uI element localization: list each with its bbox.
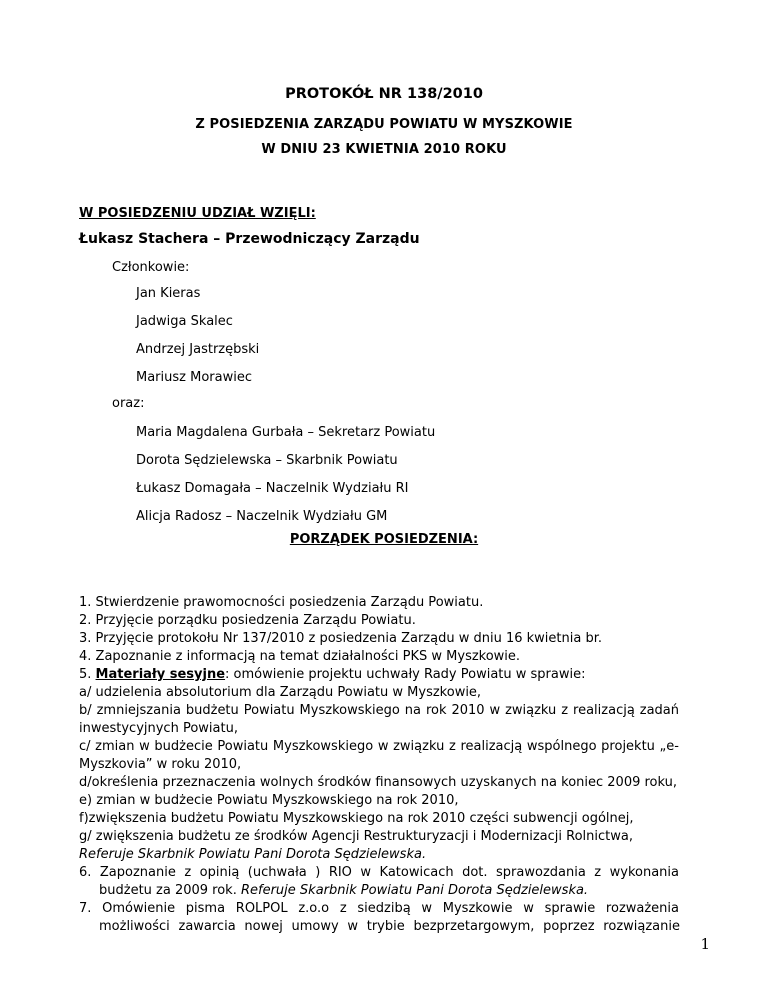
other-attendee: Alicja Radosz – Naczelnik Wydziału GM — [136, 509, 388, 524]
agenda-heading: PORZĄDEK POSIEDZENIA: — [289, 532, 479, 547]
agenda-subitem-c-cont: Myszkovia” w roku 2010, — [79, 757, 242, 772]
agenda-subitem-b-cont: inwestycyjnych Powiatu, — [79, 721, 238, 736]
protocol-subtitle-meeting: Z POSIEDZENIA ZARZĄDU POWIATU W MYSZKOWIE — [195, 117, 573, 132]
board-chair: Łukasz Stachera – Przewodniczący Zarządu — [79, 231, 420, 247]
agenda-item-6: 6. Zapoznanie z opinią (uchwała ) RIO w Katowicach dot. sprawozdania z wykonania — [79, 865, 679, 880]
agenda-subitem-f: f)zwiększenia budżetu Powiatu Myszkowskiego na rok 2010 części subwencji ogólnej, — [79, 811, 634, 826]
other-attendee: Maria Magdalena Gurbała – Sekretarz Powiatu — [136, 425, 436, 440]
member-name: Andrzej Jastrzębski — [136, 342, 260, 357]
agenda-item-7: 7. Omówienie pisma ROLPOL z.o.o z siedzibą w Myszkowie w sprawie rozważenia — [79, 901, 679, 916]
agenda-subitem-g: g/ zwiększenia budżetu ze środków Agencji Restrukturyzacji i Modernizacji Rolnictwa, — [79, 829, 633, 844]
agenda-item-7-cont: możliwości zawarcia nowej umowy w trybie bezprzetargowym, poprzez rozwiązanie — [99, 919, 680, 934]
attendance-heading: W POSIEDZENIU UDZIAŁ WZIĘLI: — [79, 206, 316, 221]
agenda-item-6-text: budżetu za 2009 rok. — [99, 883, 241, 898]
agenda-subitem-d: d/określenia przeznaczenia wolnych środków finansowych uzyskanych na koniec 2009 roku, — [79, 775, 678, 790]
agenda-item-2: 2. Przyjęcie porządku posiedzenia Zarządu Powiatu. — [79, 613, 416, 628]
page-number: 1 — [700, 935, 710, 953]
member-name: Mariusz Morawiec — [136, 370, 252, 385]
agenda-referee-note: Referuje Skarbnik Powiatu Pani Dorota Sędzielewska. — [79, 847, 427, 862]
agenda-subitem-a: a/ udzielenia absolutorium dla Zarządu Powiatu w Myszkowie, — [79, 685, 482, 700]
agenda-item-5 — [79, 667, 586, 682]
member-name: Jadwiga Skalec — [136, 314, 233, 329]
agenda-item-1: 1. Stwierdzenie prawomocności posiedzenia Zarządu Powiatu. — [79, 595, 484, 610]
agenda-item-4: 4. Zapoznanie z informacją na temat działalności PKS w Myszkowie. — [79, 649, 521, 664]
agenda-item-5-bold: Materiały sesyjne — [95, 667, 226, 682]
protocol-subtitle-date: W DNIU 23 KWIETNIA 2010 ROKU — [261, 142, 507, 157]
agenda-item-5-number: 5. — [79, 667, 96, 682]
members-label: Członkowie: — [112, 260, 190, 275]
agenda-subitem-b: b/ zmniejszania budżetu Powiatu Myszkowskiego na rok 2010 w związku z realizacją zadań — [79, 703, 679, 718]
other-attendee: Dorota Sędzielewska – Skarbnik Powiatu — [136, 453, 398, 468]
agenda-item-6-referee: Referuje Skarbnik Powiatu Pani Dorota Sędzielewska. — [240, 883, 589, 898]
agenda-subitem-c: c/ zmian w budżecie Powiatu Myszkowskiego w związku z realizacją wspólnego projektu „e- — [79, 739, 679, 754]
member-name: Jan Kieras — [136, 286, 201, 301]
other-attendee: Łukasz Domagała – Naczelnik Wydziału RI — [136, 481, 409, 496]
agenda-subitem-e: e) zmian w budżecie Powiatu Myszkowskiego na rok 2010, — [79, 793, 459, 808]
agenda-item-6-cont — [99, 883, 588, 898]
agenda-item-5-text: : omówienie projektu uchwały Rady Powiatu w sprawie: — [225, 667, 586, 682]
others-label: oraz: — [112, 396, 145, 411]
agenda-item-3: 3. Przyjęcie protokołu Nr 137/2010 z posiedzenia Zarządu w dniu 16 kwietnia br. — [79, 631, 602, 646]
protocol-title: PROTOKÓŁ NR 138/2010 — [285, 86, 483, 102]
